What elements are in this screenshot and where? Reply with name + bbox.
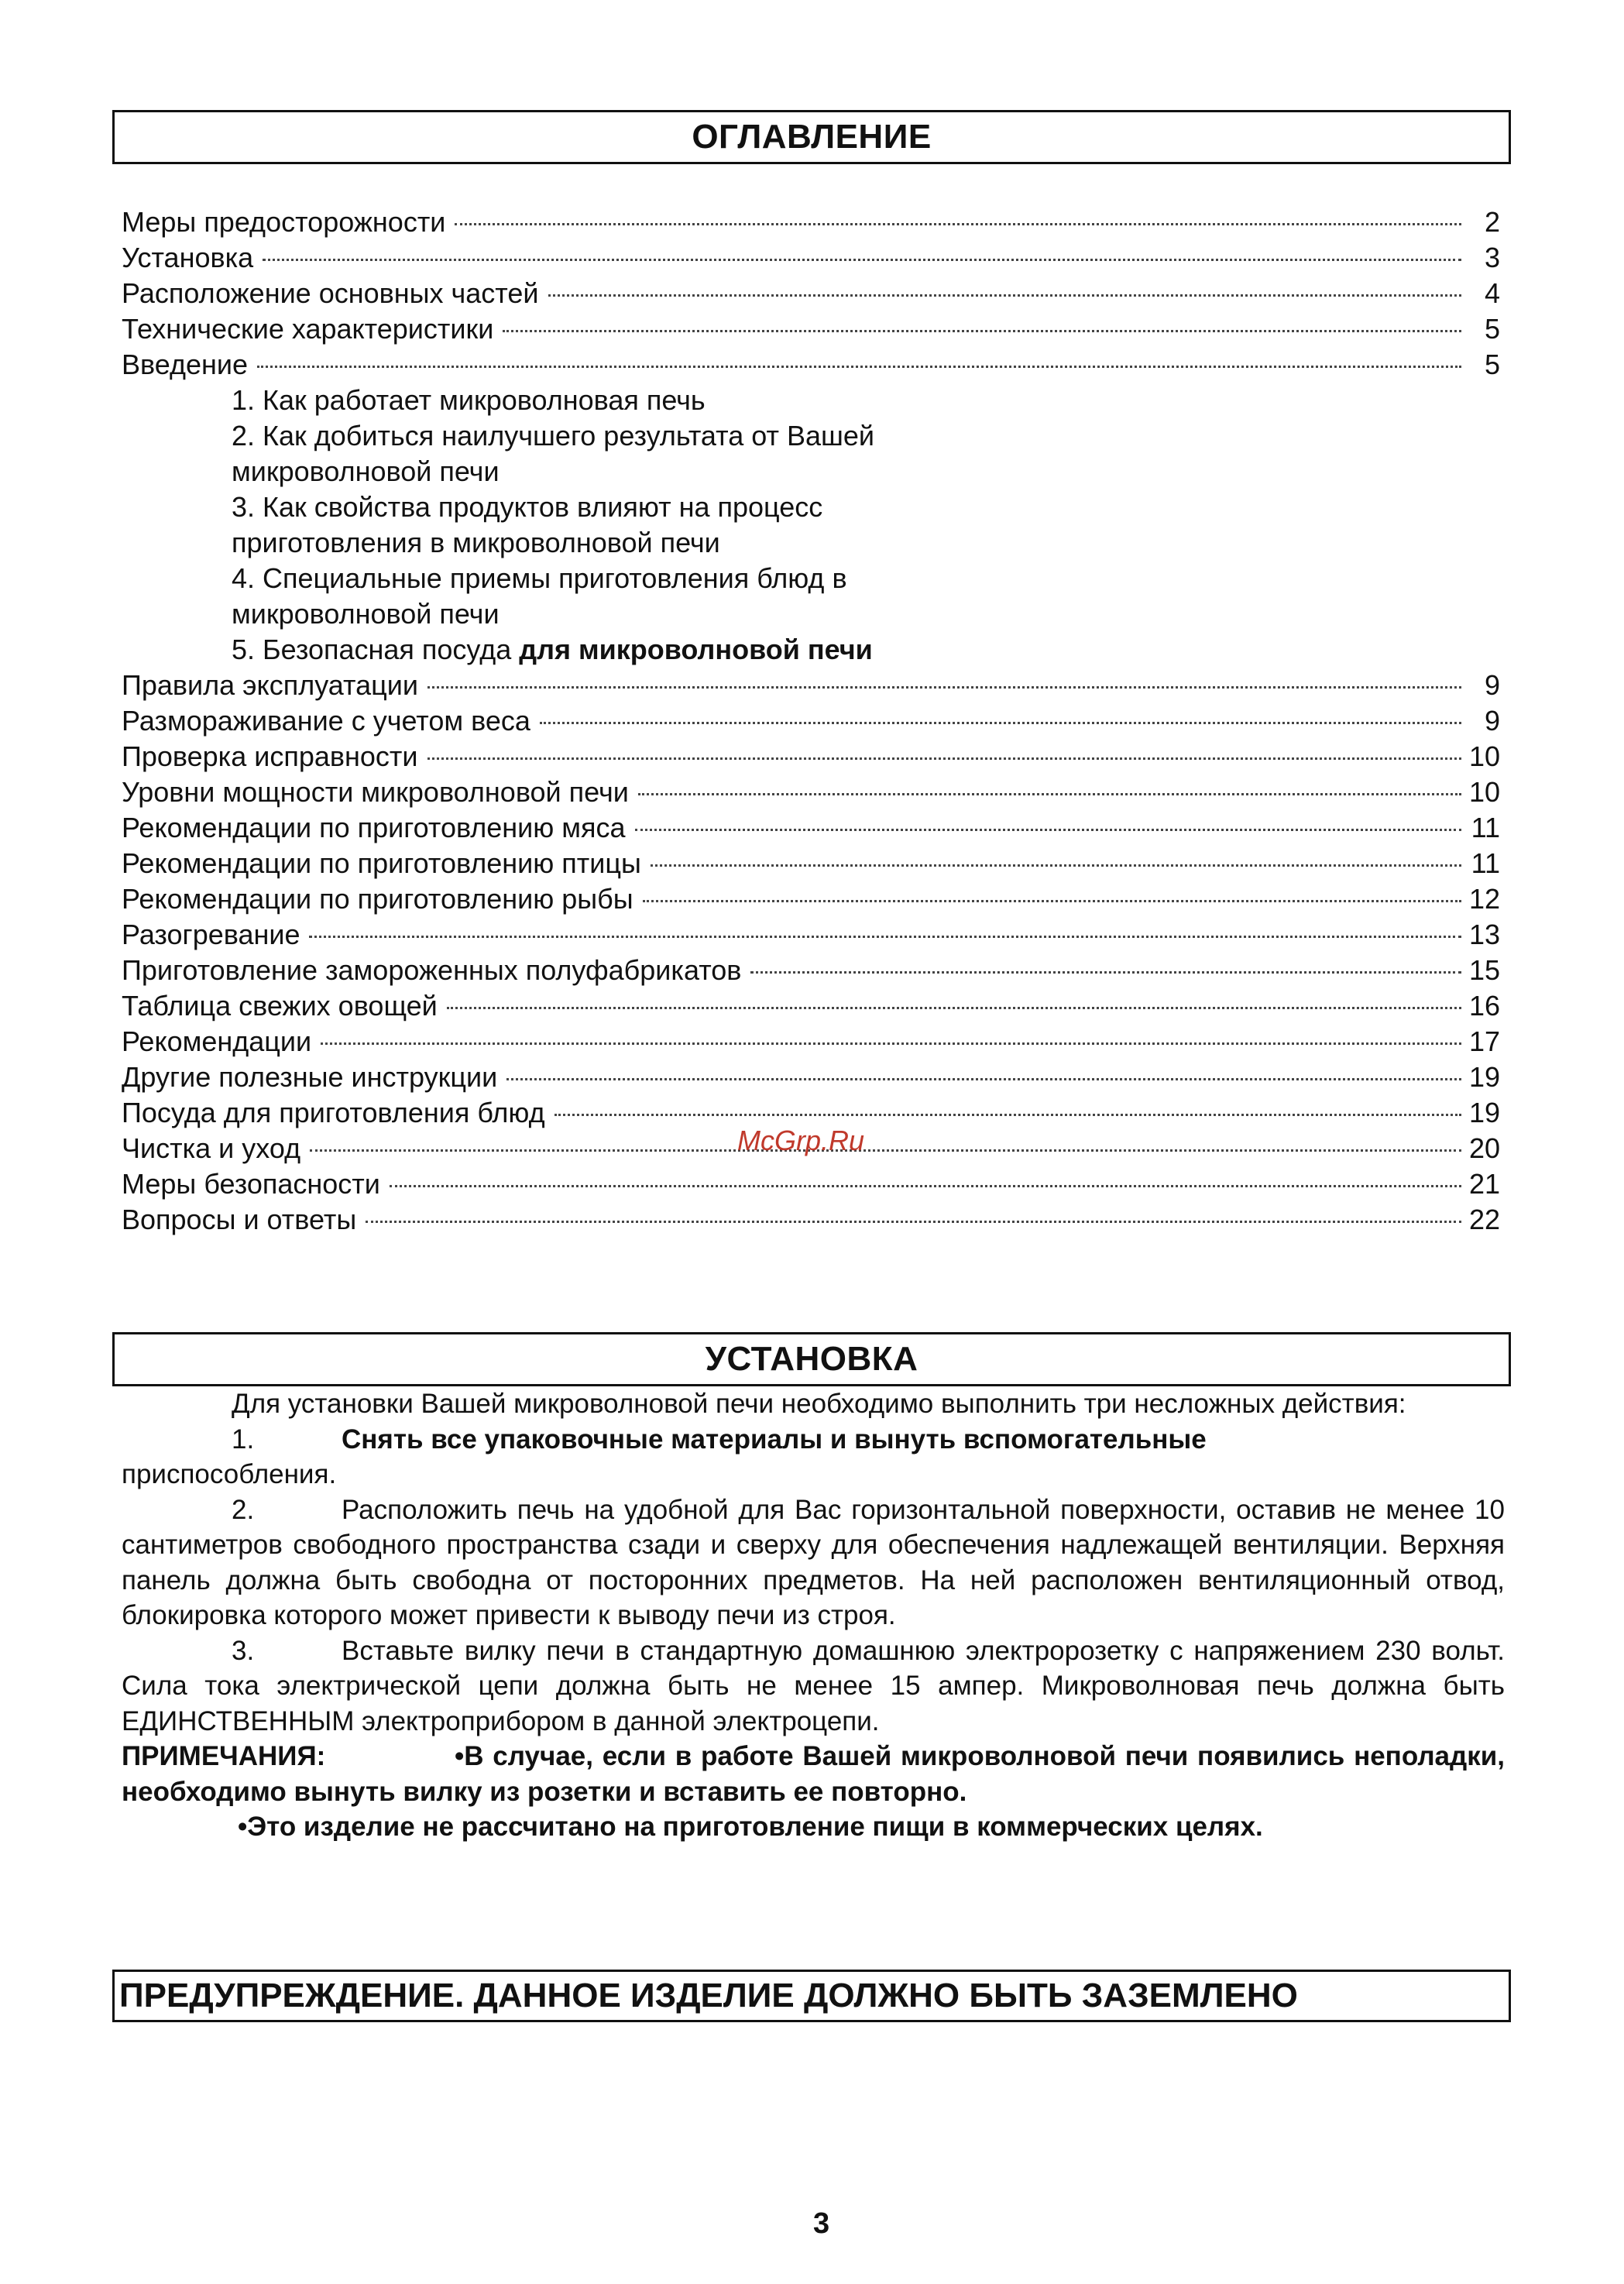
toc-entry-page: 20	[1468, 1132, 1500, 1164]
toc-subitem-continuation: микроволновой печи	[232, 598, 500, 630]
toc-entry	[122, 810, 1500, 846]
toc-entry-title: Рекомендации по приготовлению рыбы	[122, 883, 633, 915]
install-heading: УСТАНОВКА	[112, 1332, 1511, 1386]
toc-entry	[122, 988, 1500, 1024]
toc-subitem-line	[232, 383, 1006, 418]
toc-entry	[122, 1060, 1500, 1095]
dot-leader	[321, 1042, 1461, 1045]
toc-entry-page: 12	[1468, 883, 1500, 915]
step-2-text: Расположить печь на удобной для Вас горизонтальной поверхности, оставив не менее 10 сантиметров свободного пространства сзади и сверху для обеспечения надлежащей вентиляции. Верхняя панель должна быть свободна от посторонних предметов. На ней расположен вентиляционный отвод, блокировка которого может привести к выводу печи из строя.	[122, 1494, 1505, 1630]
toc-entry-title: Другие полезные инструкции	[122, 1061, 498, 1093]
toc-entry	[122, 668, 1500, 703]
toc-entry-page: 9	[1484, 705, 1500, 737]
toc-entry	[122, 1166, 1500, 1202]
toc-entry-page: 10	[1468, 740, 1500, 772]
toc-entry	[122, 774, 1500, 810]
dot-leader	[263, 259, 1461, 261]
toc-entry-page: 16	[1468, 990, 1500, 1022]
toc-entry	[122, 703, 1500, 739]
install-step-3	[122, 1633, 1505, 1740]
toc-entry-title: Посуда для приготовления блюд	[122, 1097, 545, 1128]
page-number: 3	[813, 2207, 830, 2240]
toc-subitem-line	[232, 632, 1006, 668]
dot-leader	[455, 223, 1461, 225]
dot-leader	[548, 294, 1461, 297]
toc-entry-title: Размораживание с учетом веса	[122, 705, 530, 737]
toc-entry-page: 10	[1468, 776, 1500, 808]
dot-leader	[506, 1078, 1461, 1080]
step-3-text: Вставьте вилку печи в стандартную домашнюю электророзетку с напряжением 230 вольт. Сила тока электрической цепи должна быть не менее 15 ампер. Микроволновая печь должна быть ЕДИНСТВЕННЫМ электроприбором в данной электроцепи.	[122, 1635, 1505, 1736]
dot-leader	[366, 1221, 1461, 1223]
toc-entry	[122, 204, 1500, 240]
dot-leader	[638, 793, 1461, 795]
note-1	[122, 1739, 1505, 1809]
toc-entry	[122, 311, 1500, 347]
toc-entry	[122, 881, 1500, 917]
toc-entry-page: 22	[1468, 1204, 1500, 1235]
toc-subitem	[122, 418, 1006, 489]
step-number: 2.	[232, 1494, 255, 1525]
dot-leader	[643, 900, 1461, 902]
toc-entry	[122, 739, 1500, 774]
toc-entry	[122, 240, 1500, 276]
dot-leader	[427, 686, 1461, 689]
toc-entry-page: 19	[1468, 1097, 1500, 1128]
toc-top-entries	[122, 204, 1500, 383]
dot-leader	[257, 366, 1461, 368]
install-intro: Для установки Вашей микроволновой печи необходимо выполнить три несложных действия:	[232, 1389, 1406, 1419]
toc-entry-page: 13	[1468, 919, 1500, 950]
toc-entry-title: Меры безопасности	[122, 1168, 380, 1200]
toc-entry	[122, 1202, 1500, 1238]
toc-entry-title: Расположение основных частей	[122, 277, 539, 309]
grounding-warning: ПРЕДУПРЕЖДЕНИЕ. ДАННОЕ ИЗДЕЛИЕ ДОЛЖНО БЫТЬ ЗАЗЕМЛЕНО	[112, 1970, 1511, 2022]
dot-leader	[651, 864, 1461, 867]
toc-subitem-text: 2. Как добиться наилучшего результата от Вашей	[232, 420, 875, 452]
toc-entry	[122, 953, 1500, 988]
dot-leader	[310, 1149, 1461, 1152]
toc-entry-page: 11	[1471, 847, 1500, 879]
toc-entry-page: 19	[1468, 1061, 1500, 1093]
dot-leader	[309, 936, 1461, 938]
step-number: 1.	[232, 1424, 255, 1455]
toc-entry-page: 3	[1484, 242, 1500, 273]
toc-entry-title: Проверка исправности	[122, 740, 418, 772]
toc-entry-title: Чистка и уход	[122, 1132, 301, 1164]
dot-leader	[540, 722, 1461, 724]
dot-leader	[390, 1185, 1461, 1187]
dot-leader	[447, 1007, 1461, 1009]
toc-subitem	[122, 632, 1006, 668]
toc-subitem-text: 4. Специальные приемы приготовления блюд в	[232, 562, 847, 594]
toc-entry-page: 9	[1484, 669, 1500, 701]
toc-entry	[122, 917, 1500, 953]
toc-entry-title: Технические характеристики	[122, 313, 494, 345]
toc-subitem-continuation: приготовления в микроволновой печи	[232, 527, 720, 558]
toc-entry-title: Уровни мощности микроволновой печи	[122, 776, 629, 808]
toc-subitem	[122, 561, 1006, 632]
toc-entry-title: Вопросы и ответы	[122, 1204, 357, 1235]
toc-subitem-continuation: микроволновой печи	[232, 455, 500, 487]
toc-entry-title: Приготовление замороженных полуфабрикатов	[122, 954, 742, 986]
toc-entry-title: Рекомендации по приготовлению мяса	[122, 812, 626, 843]
toc-entry-title: Меры предосторожности	[122, 206, 446, 238]
toc-entry	[122, 347, 1500, 383]
dot-leader	[635, 829, 1461, 831]
table-of-contents	[122, 204, 1500, 1238]
toc-entry-page: 5	[1484, 313, 1500, 345]
step-1-continuation: приспособления.	[122, 1459, 337, 1489]
toc-entry-page: 2	[1484, 206, 1500, 238]
toc-entry	[122, 276, 1500, 311]
toc-entry-title: Правила эксплуатации	[122, 669, 418, 701]
toc-entry-page: 11	[1471, 812, 1500, 843]
toc-entry-title: Рекомендации по приготовлению птицы	[122, 847, 641, 879]
toc-subitem	[122, 489, 1006, 561]
toc-subitem-text: 1. Как работает микроволновая печь	[232, 384, 706, 416]
dot-leader	[750, 971, 1461, 974]
note-1-text: •В случае, если в работе Вашей микроволновой печи появились неполадки, необходимо вынуть вилку из розетки и вставить ее повторно.	[122, 1741, 1505, 1807]
dot-leader	[427, 757, 1461, 760]
dot-leader	[554, 1114, 1461, 1116]
toc-entry-page: 17	[1468, 1025, 1500, 1057]
toc-subitem-text: 5. Безопасная посуда	[232, 634, 520, 665]
watermark: McGrp.Ru	[737, 1125, 865, 1156]
toc-entry-title: Разогревание	[122, 919, 300, 950]
toc-entry-page: 21	[1468, 1168, 1500, 1200]
note-2: •Это изделие не рассчитано на приготовление пищи в коммерческих целях.	[238, 1812, 1263, 1842]
step-1-bold-text: Снять все упаковочные материалы и вынуть вспомогательные	[342, 1424, 1207, 1455]
install-section	[122, 1386, 1505, 1845]
toc-subitem	[122, 383, 1006, 418]
toc-entry-title: Установка	[122, 242, 254, 273]
toc-entry-title: Таблица свежих овощей	[122, 990, 438, 1022]
install-step-2	[122, 1492, 1505, 1633]
dot-leader	[503, 330, 1461, 332]
toc-subitem-line	[232, 561, 1006, 596]
notes-label: ПРИМЕЧАНИЯ:	[122, 1741, 326, 1771]
toc-entry-title: Рекомендации	[122, 1025, 312, 1057]
toc-subitem-line	[232, 418, 1006, 454]
toc-subitem-text: 3. Как свойства продуктов влияют на процесс	[232, 491, 823, 523]
toc-intro-subitems	[122, 383, 1500, 668]
step-number: 3.	[232, 1635, 255, 1666]
toc-entry	[122, 1024, 1500, 1060]
toc-entry-page: 15	[1468, 954, 1500, 986]
toc-entry-page: 5	[1484, 349, 1500, 380]
toc-subitem-line	[232, 489, 1006, 525]
install-step-1	[122, 1422, 1505, 1458]
toc-heading: ОГЛАВЛЕНИЕ	[112, 110, 1511, 164]
toc-entry-title: Введение	[122, 349, 249, 380]
toc-entry-page: 4	[1484, 277, 1500, 309]
toc-entry	[122, 846, 1500, 881]
toc-subitem-bold-text: для микроволновой печи	[519, 634, 873, 665]
